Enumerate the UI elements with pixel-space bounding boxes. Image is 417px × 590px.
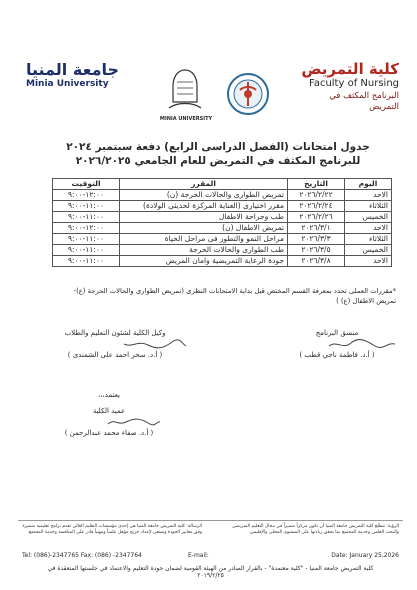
coordinator-signature-block <box>277 328 397 360</box>
dean-approval-block <box>54 390 164 438</box>
university-name-en: Minia University <box>26 79 109 89</box>
faculty-name-ar: كلية التمريض <box>301 60 399 78</box>
table-row: الثلاثاء ٢٠٢٦/٣/٣ مراحل النمو والتطور فى مراحل الحياة ١١:٠٠-٩:٠٠ <box>53 234 392 245</box>
coordinator-title: منسق البرنامج <box>315 329 359 337</box>
table-row: الخميس ٢٠٢٦/٢/٢٦ طب وجراحة الاطفال ١١:٠٠-٩:٠٠ <box>53 212 392 223</box>
program-name: البرنامج المكثف في التمريض <box>329 91 399 112</box>
footer-mission: الرسالة: كلية التمريض جامعة المنيا هي إحدى مؤسسات التعليم العالي تقدم برامج تعليمية متميزة وفق معايير الجودة وتسعى لإعداد خريج مؤهل علمياً ومهنياً قادر على المنافسة وخدمة المجتمع. <box>22 524 202 535</box>
handwritten-signature-icon <box>327 338 397 350</box>
handwritten-signature-icon <box>120 338 190 350</box>
approved-label: يعتمد،،، <box>98 391 120 399</box>
table-row: الاحد ٢٠٢٦/٣/١ تمريض الاطفال (ن) ١٢:٠٠-٩:٠٠ <box>53 223 392 234</box>
dean-name: ( أ.د. صفاء محمد عبدالرحمن ) <box>64 429 154 437</box>
table-row: الخميس ٢٠٢٦/٣/٥ طب الطوارى والحالات الحرجة ١١:٠٠-٩:٠٠ <box>53 245 392 256</box>
document-page <box>18 12 403 582</box>
document-title: جدول امتحانات (الفصل الدراسى الرابع) دفعة سبتمبر ٢٠٢٤ للبرنامج المكثف في التمريض للعام الجامعي ٢٠٢٦/٢٠٢٥ <box>66 141 370 167</box>
footer-divider <box>18 520 403 521</box>
table-row: الثلاثاء ٢٠٢٦/٢/٢٤ مقرر اختيارى (العناية المركزة لحديثى الولادة) ١١:٠٠-٩:٠٠ <box>53 201 392 212</box>
faculty-name-en: Faculty of Nursing <box>308 78 399 89</box>
header-course: المقرر <box>120 179 288 190</box>
faculty-header <box>279 60 399 113</box>
vice-dean-name: ( أ.د. سحر احمد على الشمندى ) <box>67 351 163 359</box>
document-date: Date: January 25,2026 <box>331 552 399 559</box>
footer-vision: الرؤية: تتطلع كلية التمريض جامعة المنيا أن تكون مركزاً متميزاً في مجال التعليم التمريضي والبحث العلمي وخدمة المجتمع بما يحقق ريادتها على المستوى المحلى والإقليمي. <box>232 524 399 535</box>
table-row: الاحد ٢٠٢٦/٢/٢٢ تمريض الطوارى والحالات الحرجة (ن) ١٢:٠٠-٩:٠٠ <box>53 190 392 201</box>
contact-email: E-mail: <box>188 552 209 559</box>
table-row: الاحد ٢٠٢٦/٣/٨ جودة الرعاية التمريضية وامان المريض ١١:٠٠-٩:٠٠ <box>53 256 392 267</box>
minia-university-logo-icon <box>163 68 207 118</box>
university-name-ar: جامعة المنيا <box>26 60 120 79</box>
nursing-faculty-logo-icon <box>226 72 270 116</box>
handwritten-signature-icon <box>104 416 164 428</box>
accreditation-statement: كلية التمريض جامعة المنيا - "كلية معتمدة" - بالقرار الصادر من الهيئة القومية لضمان جودة التعليم والاعتماد في جلستها المنعقدة في ٢٠١٩/٢/٢٥ <box>47 565 374 579</box>
exam-schedule-table <box>52 178 392 267</box>
contact-phone: Tel: (086)-2347765 Fax: (086) -2347764 <box>22 552 142 559</box>
header-time: التوقيت <box>53 179 120 190</box>
dean-title: عميد الكلية <box>92 407 126 415</box>
header-date: التاريخ <box>288 179 345 190</box>
vice-dean-signature-block <box>40 328 190 360</box>
logo-caption: MINIA UNIVERSITY <box>159 116 213 122</box>
header-day: اليوم <box>345 179 392 190</box>
coordinator-name: ( أ.د. فاطمة ناجي قطب ) <box>299 351 375 359</box>
university-header <box>26 60 136 89</box>
vice-dean-title: وكيل الكلية لشئون التعليم والطلاب <box>64 329 166 337</box>
practical-exam-note: *مقررات العملى تحدد بمعرفة القسم المختص قبل بداية الامتحانات النظرى (تمريض الطوارى والحالات الحرجة (ع)- تمريض الاطفال (ع) ) <box>73 287 396 305</box>
table-header-row <box>53 179 392 190</box>
